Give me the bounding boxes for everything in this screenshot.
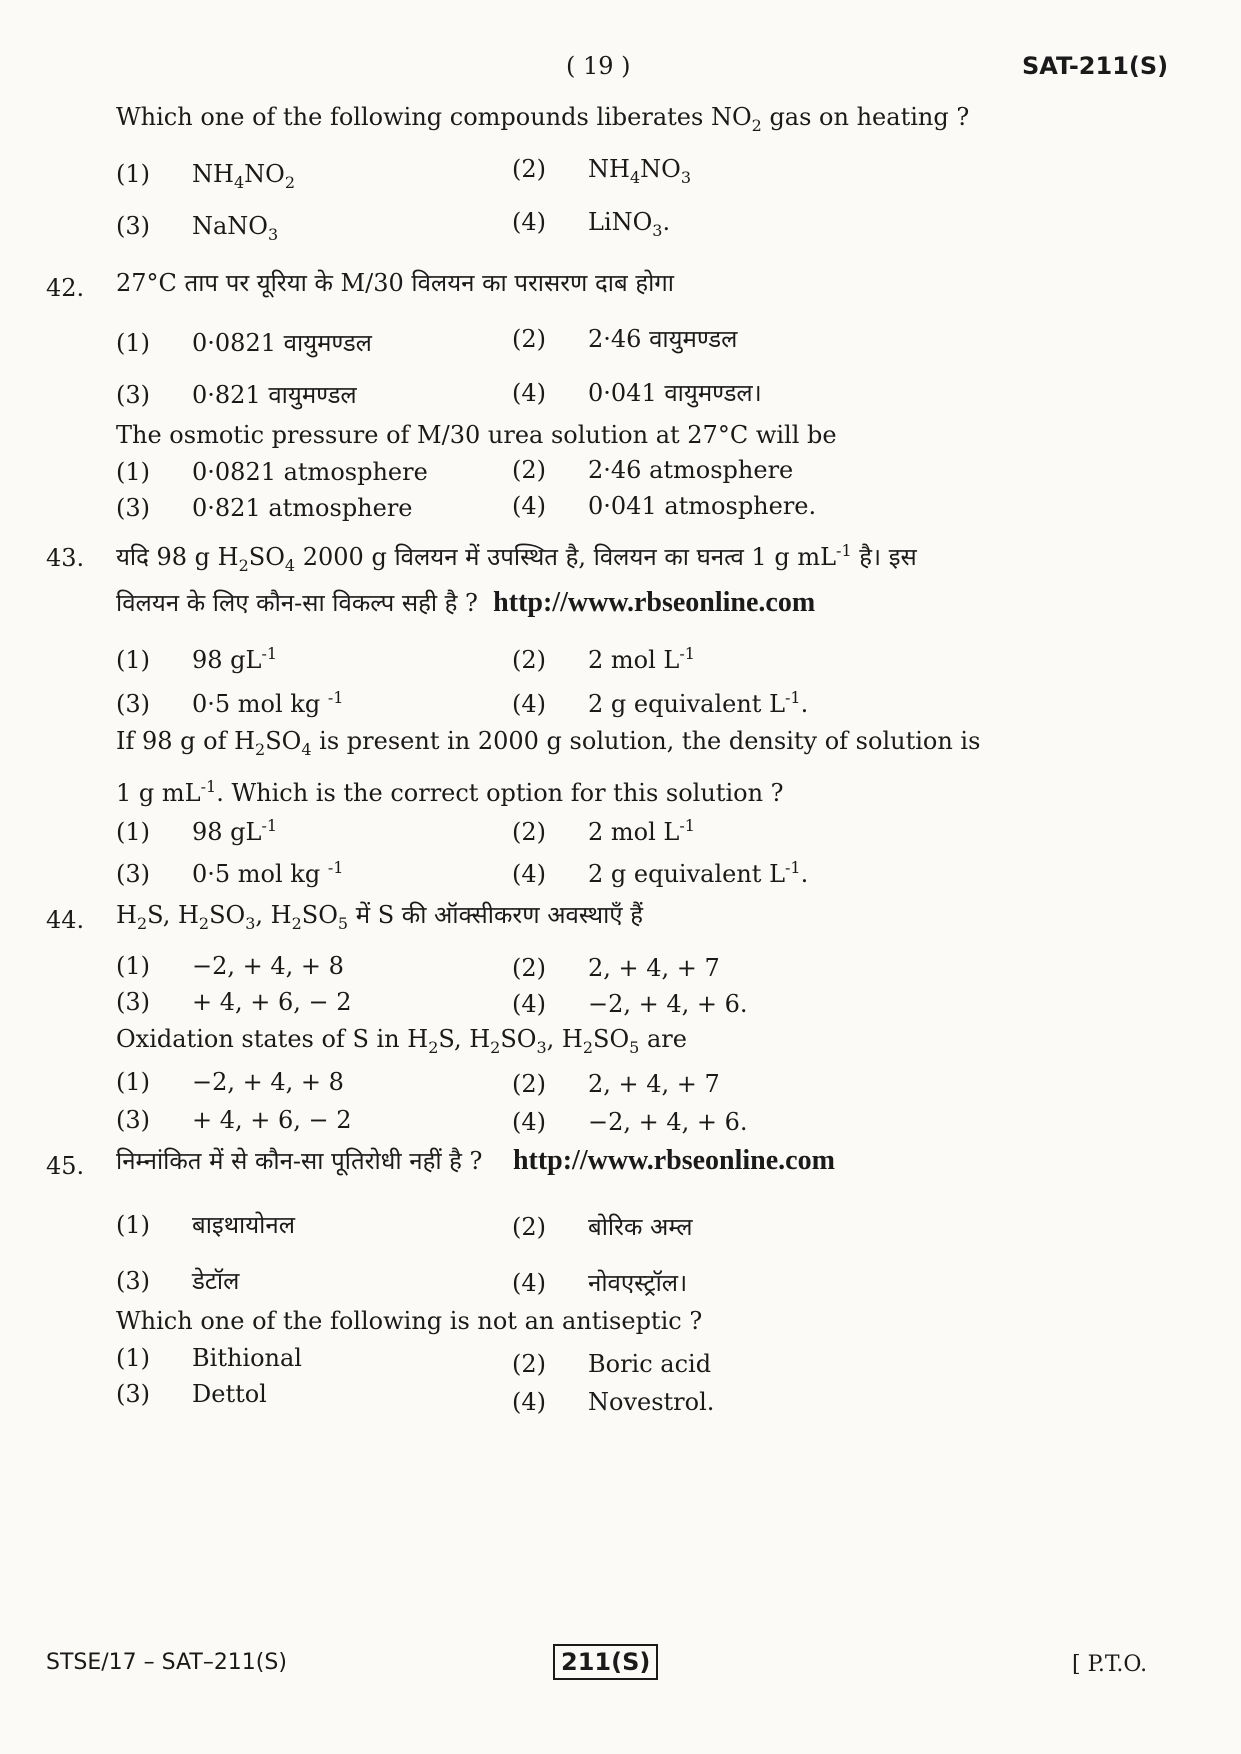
q42-option-hi-1: (1) 0·0821 वायुमण्डल	[116, 329, 372, 357]
q43-number: 43.	[46, 544, 85, 572]
q45-option-en-3: (3) Dettol	[116, 1380, 267, 1408]
q45-option-hi-4: (4) नोवएस्ट्रॉल।	[512, 1269, 688, 1297]
q44-number: 44.	[46, 906, 85, 934]
q43-question-en-line2: 1 g $mL^{-1}$. Which is the correct option for this solution ?	[116, 777, 784, 807]
q44-option-en-2: (2) 2, + 4, + 7	[512, 1070, 720, 1098]
q43-option-en-2: (2) 2 mol $L^{-1}$	[512, 816, 695, 846]
q43-option-en-4: (4) 2 g equivalent $L^{-1}$.	[512, 858, 809, 888]
q43-question-hi-line1: यदि 98 g $H_2SO_4$ 2000 g विलयन में उपस्थित है, विलयन का घनत्व 1 g $mL^{-1}$ है। इस	[116, 541, 917, 575]
q44-option-en-4: (4) −2, + 4, + 6.	[512, 1108, 748, 1136]
q42-option-en-3: (3) 0·821 atmosphere	[116, 494, 413, 522]
q42-option-en-1: (1) 0·0821 atmosphere	[116, 458, 428, 486]
q41-option-2: (2) $NH_4NO_3$	[512, 155, 691, 187]
footer-pto: [ P.T.O.	[1072, 1652, 1148, 1677]
q44-option-hi-1: (1) −2, + 4, + 8	[116, 952, 344, 980]
q45-option-en-2: (2) Boric acid	[512, 1350, 712, 1378]
q44-option-hi-2: (2) 2, + 4, + 7	[512, 954, 720, 982]
footer-paper-code: STSE/17 – SAT–211(S)	[46, 1650, 287, 1675]
q45-option-hi-2: (2) बोरिक अम्ल	[512, 1213, 693, 1241]
q44-question-hi: $H_2S$, $H_2SO_3$, $H_2SO_5$ में S की ऑक्सीकरण अवस्थाएँ हैं	[116, 901, 643, 933]
q42-question-en: The osmotic pressure of M/30 urea solution at 27°C will be	[116, 421, 837, 449]
website-url-2: http://www.rbseonline.com	[512, 1145, 835, 1176]
q45-option-hi-1: (1) बाइथायोनल	[116, 1211, 295, 1239]
q41-option-3: (3) NaNO$_3$	[116, 212, 279, 244]
q44-option-en-1: (1) −2, + 4, + 8	[116, 1068, 344, 1096]
q44-option-hi-3: (3) + 4, + 6, − 2	[116, 988, 352, 1016]
q45-option-hi-3: (3) डेटॉल	[116, 1267, 240, 1295]
paper-code: SAT-211(S)	[1022, 52, 1169, 80]
q43-option-en-1: (1) 98 $gL^{-1}$	[116, 816, 278, 846]
q42-option-en-2: (2) 2·46 atmosphere	[512, 456, 794, 484]
q43-option-1: (1) 98 $gL^{-1}$	[116, 644, 278, 674]
q42-question-hi: 27°C ताप पर यूरिया के M/30 विलयन का परासरण दाब होगा	[116, 269, 675, 297]
q42-option-hi-3: (3) 0·821 वायुमण्डल	[116, 381, 357, 409]
q42-option-hi-4: (4) 0·041 वायुमण्डल।	[512, 379, 762, 407]
q45-question-hi: निम्नांकित में से कौन-सा पूतिरोधी नहीं है ? http://www.rbseonline.com	[116, 1145, 835, 1176]
q41-option-1: (1) $NH_4NO_2$	[116, 160, 295, 192]
footer-boxed-code: 211(S)	[553, 1644, 658, 1680]
q41-question-en: Which one of the following compounds liberates $NO_2$ gas on heating ?	[116, 103, 970, 135]
q43-option-3: (3) 0·5 mol kg $^{-1}$	[116, 688, 344, 718]
q43-question-hi-line2: विलयन के लिए कौन-सा विकल्प सही है ? http://www.rbseonline.com	[116, 587, 816, 618]
q45-question-en: Which one of the following is not an antiseptic ?	[116, 1307, 703, 1335]
page-number: ( 19 )	[566, 52, 631, 80]
q45-option-en-4: (4) Novestrol.	[512, 1388, 715, 1416]
q43-option-en-3: (3) 0·5 mol kg $^{-1}$	[116, 858, 344, 888]
q43-option-2: (2) 2 mol $L^{-1}$	[512, 644, 695, 674]
q42-number: 42.	[46, 274, 85, 302]
q43-question-en-line1: If 98 g of $H_2SO_4$ is present in 2000 g solution, the density of solution is	[116, 727, 981, 759]
q44-question-en: Oxidation states of S in $H_2S$, $H_2SO_3$, $H_2SO_5$ are	[116, 1025, 687, 1057]
q44-option-hi-4: (4) −2, + 4, + 6.	[512, 990, 748, 1018]
q43-option-4: (4) 2 g equivalent $L^{-1}$.	[512, 688, 809, 718]
q45-option-en-1: (1) Bithional	[116, 1344, 302, 1372]
q44-option-en-3: (3) + 4, + 6, − 2	[116, 1106, 352, 1134]
q41-option-4: (4) LiNO$_3$.	[512, 208, 671, 240]
q42-option-hi-2: (2) 2·46 वायुमण्डल	[512, 325, 738, 353]
q45-number: 45.	[46, 1152, 85, 1180]
q42-option-en-4: (4) 0·041 atmosphere.	[512, 492, 817, 520]
website-url: http://www.rbseonline.com	[493, 587, 816, 618]
